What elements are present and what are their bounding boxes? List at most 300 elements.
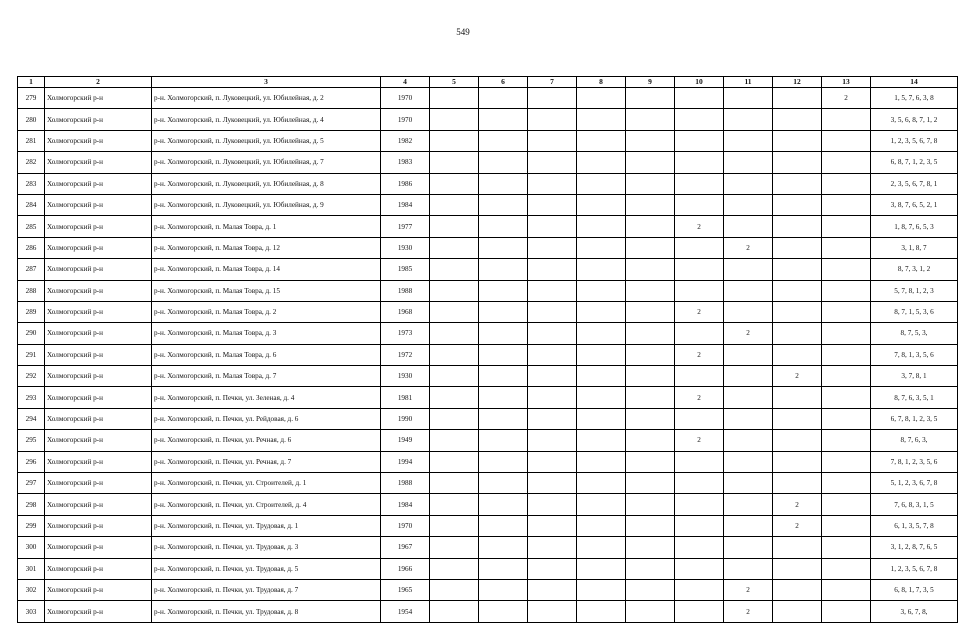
- col5-cell: [430, 601, 479, 622]
- table-row: [18, 130, 958, 151]
- col11-cell: [724, 344, 773, 365]
- col6-cell: [479, 451, 528, 472]
- address-cell: р-н. Холмогорский, п. Печки, ул. Строителей, д. 4: [152, 494, 381, 515]
- col10-cell: [675, 88, 724, 109]
- address-cell: р-н. Холмогорский, п. Печки, ул. Строителей, д. 1: [152, 473, 381, 494]
- row-number-cell: 286: [18, 237, 45, 258]
- col14-cell: 8, 7, 3, 1, 2: [871, 259, 958, 280]
- col8-cell: [577, 558, 626, 579]
- district-cell: Холмогорский р-н: [45, 430, 152, 451]
- col7-cell: [528, 237, 577, 258]
- col8-cell: [577, 366, 626, 387]
- col6-cell: [479, 88, 528, 109]
- col9-cell: [626, 579, 675, 600]
- address-cell: р-н. Холмогорский, п. Печки, ул. Трудовая, д. 3: [152, 537, 381, 558]
- column-header: 13: [822, 77, 871, 88]
- year-cell: 1982: [381, 130, 430, 151]
- col6-cell: [479, 601, 528, 622]
- district-cell: Холмогорский р-н: [45, 259, 152, 280]
- col8-cell: [577, 323, 626, 344]
- table-row: [18, 280, 958, 301]
- col5-cell: [430, 237, 479, 258]
- table-row: [18, 537, 958, 558]
- col8-cell: [577, 473, 626, 494]
- col12-cell: [773, 237, 822, 258]
- address-cell: р-н. Холмогорский, п. Малая Товра, д. 3: [152, 323, 381, 344]
- col13-cell: 2: [822, 88, 871, 109]
- col8-cell: [577, 173, 626, 194]
- col7-cell: [528, 194, 577, 215]
- col7-cell: [528, 387, 577, 408]
- col6-cell: [479, 323, 528, 344]
- col14-cell: 3, 7, 8, 1: [871, 366, 958, 387]
- col9-cell: [626, 430, 675, 451]
- col7-cell: [528, 601, 577, 622]
- district-cell: Холмогорский р-н: [45, 152, 152, 173]
- col7-cell: [528, 473, 577, 494]
- year-cell: 1949: [381, 430, 430, 451]
- district-cell: Холмогорский р-н: [45, 451, 152, 472]
- row-number-cell: 282: [18, 152, 45, 173]
- col10-cell: [675, 323, 724, 344]
- col7-cell: [528, 280, 577, 301]
- row-number-cell: 299: [18, 515, 45, 536]
- col8-cell: [577, 387, 626, 408]
- col5-cell: [430, 194, 479, 215]
- col5-cell: [430, 537, 479, 558]
- col11-cell: 2: [724, 579, 773, 600]
- district-cell: Холмогорский р-н: [45, 323, 152, 344]
- row-number-cell: 280: [18, 109, 45, 130]
- col11-cell: [724, 558, 773, 579]
- col13-cell: [822, 430, 871, 451]
- district-cell: Холмогорский р-н: [45, 173, 152, 194]
- column-header: 10: [675, 77, 724, 88]
- col14-cell: 2, 3, 5, 6, 7, 8, 1: [871, 173, 958, 194]
- table-row: [18, 301, 958, 322]
- col6-cell: [479, 237, 528, 258]
- address-cell: р-н. Холмогорский, п. Печки, ул. Зеленая, д. 4: [152, 387, 381, 408]
- col9-cell: [626, 88, 675, 109]
- col13-cell: [822, 152, 871, 173]
- col7-cell: [528, 301, 577, 322]
- col10-cell: [675, 152, 724, 173]
- col14-cell: 1, 2, 3, 5, 6, 7, 8: [871, 558, 958, 579]
- year-cell: 1970: [381, 109, 430, 130]
- col13-cell: [822, 259, 871, 280]
- col14-cell: 3, 1, 8, 7: [871, 237, 958, 258]
- district-cell: Холмогорский р-н: [45, 109, 152, 130]
- col11-cell: [724, 473, 773, 494]
- col14-cell: 5, 7, 8, 1, 2, 3: [871, 280, 958, 301]
- col7-cell: [528, 408, 577, 429]
- col6-cell: [479, 579, 528, 600]
- table-row: [18, 152, 958, 173]
- year-cell: 1972: [381, 344, 430, 365]
- col9-cell: [626, 408, 675, 429]
- col12-cell: [773, 109, 822, 130]
- col8-cell: [577, 515, 626, 536]
- year-cell: 1954: [381, 601, 430, 622]
- col12-cell: [773, 344, 822, 365]
- table-row: [18, 408, 958, 429]
- address-cell: р-н. Холмогорский, п. Печки, ул. Трудовая, д. 7: [152, 579, 381, 600]
- col13-cell: [822, 173, 871, 194]
- col5-cell: [430, 280, 479, 301]
- col12-cell: [773, 130, 822, 151]
- col10-cell: [675, 280, 724, 301]
- col12-cell: [773, 387, 822, 408]
- col5-cell: [430, 366, 479, 387]
- year-cell: 1966: [381, 558, 430, 579]
- col14-cell: 7, 6, 8, 3, 1, 5: [871, 494, 958, 515]
- year-cell: 1970: [381, 88, 430, 109]
- year-cell: 1968: [381, 301, 430, 322]
- col14-cell: 1, 8, 7, 6, 5, 3: [871, 216, 958, 237]
- col14-cell: 3, 6, 7, 8,: [871, 601, 958, 622]
- row-number-cell: 300: [18, 537, 45, 558]
- row-number-cell: 279: [18, 88, 45, 109]
- col6-cell: [479, 408, 528, 429]
- table-row: [18, 430, 958, 451]
- col13-cell: [822, 408, 871, 429]
- row-number-cell: 283: [18, 173, 45, 194]
- col14-cell: 3, 1, 2, 8, 7, 6, 5: [871, 537, 958, 558]
- address-cell: р-н. Холмогорский, п. Малая Товра, д. 2: [152, 301, 381, 322]
- address-cell: р-н. Холмогорский, п. Малая Товра, д. 15: [152, 280, 381, 301]
- col9-cell: [626, 344, 675, 365]
- col5-cell: [430, 323, 479, 344]
- col6-cell: [479, 344, 528, 365]
- col10-cell: [675, 130, 724, 151]
- col10-cell: [675, 451, 724, 472]
- column-header: 6: [479, 77, 528, 88]
- col6-cell: [479, 194, 528, 215]
- col10-cell: [675, 515, 724, 536]
- column-header: 5: [430, 77, 479, 88]
- district-cell: Холмогорский р-н: [45, 88, 152, 109]
- col11-cell: [724, 387, 773, 408]
- col8-cell: [577, 152, 626, 173]
- col11-cell: [724, 494, 773, 515]
- col6-cell: [479, 558, 528, 579]
- year-cell: 1973: [381, 323, 430, 344]
- col12-cell: [773, 323, 822, 344]
- year-cell: 1988: [381, 280, 430, 301]
- address-cell: р-н. Холмогорский, п. Луковецкий, ул. Юбилейная, д. 8: [152, 173, 381, 194]
- address-cell: р-н. Холмогорский, п. Печки, ул. Речная, д. 6: [152, 430, 381, 451]
- year-cell: 1983: [381, 152, 430, 173]
- col7-cell: [528, 537, 577, 558]
- year-cell: 1994: [381, 451, 430, 472]
- district-cell: Холмогорский р-н: [45, 408, 152, 429]
- address-cell: р-н. Холмогорский, п. Малая Товра, д. 1: [152, 216, 381, 237]
- district-cell: Холмогорский р-н: [45, 537, 152, 558]
- table-row: [18, 194, 958, 215]
- col14-cell: 3, 5, 6, 8, 7, 1, 2: [871, 109, 958, 130]
- col13-cell: [822, 301, 871, 322]
- col13-cell: [822, 280, 871, 301]
- col12-cell: [773, 194, 822, 215]
- row-number-cell: 285: [18, 216, 45, 237]
- col11-cell: [724, 515, 773, 536]
- district-cell: Холмогорский р-н: [45, 494, 152, 515]
- col13-cell: [822, 130, 871, 151]
- col9-cell: [626, 451, 675, 472]
- col5-cell: [430, 387, 479, 408]
- district-cell: Холмогорский р-н: [45, 130, 152, 151]
- district-cell: Холмогорский р-н: [45, 301, 152, 322]
- col7-cell: [528, 88, 577, 109]
- district-cell: Холмогорский р-н: [45, 366, 152, 387]
- col13-cell: [822, 537, 871, 558]
- col12-cell: [773, 173, 822, 194]
- col9-cell: [626, 473, 675, 494]
- col10-cell: 2: [675, 344, 724, 365]
- col9-cell: [626, 216, 675, 237]
- address-cell: р-н. Холмогорский, п. Печки, ул. Трудовая, д. 8: [152, 601, 381, 622]
- col12-cell: [773, 88, 822, 109]
- col6-cell: [479, 494, 528, 515]
- table-row: [18, 515, 958, 536]
- col9-cell: [626, 130, 675, 151]
- col9-cell: [626, 515, 675, 536]
- row-number-cell: 297: [18, 473, 45, 494]
- col8-cell: [577, 601, 626, 622]
- col13-cell: [822, 323, 871, 344]
- col12-cell: [773, 601, 822, 622]
- col13-cell: [822, 601, 871, 622]
- col11-cell: [724, 173, 773, 194]
- col5-cell: [430, 579, 479, 600]
- col13-cell: [822, 194, 871, 215]
- col6-cell: [479, 109, 528, 130]
- col14-cell: 6, 8, 7, 1, 2, 3, 5: [871, 152, 958, 173]
- col6-cell: [479, 366, 528, 387]
- col11-cell: [724, 259, 773, 280]
- year-cell: 1984: [381, 194, 430, 215]
- row-number-cell: 288: [18, 280, 45, 301]
- col9-cell: [626, 387, 675, 408]
- col7-cell: [528, 109, 577, 130]
- row-number-cell: 298: [18, 494, 45, 515]
- col5-cell: [430, 558, 479, 579]
- col8-cell: [577, 259, 626, 280]
- col5-cell: [430, 473, 479, 494]
- col7-cell: [528, 430, 577, 451]
- district-cell: Холмогорский р-н: [45, 237, 152, 258]
- address-cell: р-н. Холмогорский, п. Луковецкий, ул. Юбилейная, д. 5: [152, 130, 381, 151]
- table-row: [18, 558, 958, 579]
- col9-cell: [626, 537, 675, 558]
- col5-cell: [430, 109, 479, 130]
- col13-cell: [822, 579, 871, 600]
- col13-cell: [822, 366, 871, 387]
- col9-cell: [626, 366, 675, 387]
- column-header: 8: [577, 77, 626, 88]
- col6-cell: [479, 173, 528, 194]
- year-cell: 1988: [381, 473, 430, 494]
- address-cell: р-н. Холмогорский, п. Малая Товра, д. 7: [152, 366, 381, 387]
- col10-cell: [675, 366, 724, 387]
- address-cell: р-н. Холмогорский, п. Луковецкий, ул. Юбилейная, д. 9: [152, 194, 381, 215]
- col10-cell: [675, 237, 724, 258]
- table-row: [18, 366, 958, 387]
- row-number-cell: 294: [18, 408, 45, 429]
- col6-cell: [479, 152, 528, 173]
- district-cell: Холмогорский р-н: [45, 280, 152, 301]
- col14-cell: 7, 8, 1, 3, 5, 6: [871, 344, 958, 365]
- address-cell: р-н. Холмогорский, п. Печки, ул. Трудовая, д. 5: [152, 558, 381, 579]
- year-cell: 1930: [381, 237, 430, 258]
- year-cell: 1970: [381, 515, 430, 536]
- address-cell: р-н. Холмогорский, п. Печки, ул. Рейдовая, д. 6: [152, 408, 381, 429]
- col5-cell: [430, 430, 479, 451]
- col8-cell: [577, 537, 626, 558]
- col7-cell: [528, 259, 577, 280]
- col7-cell: [528, 130, 577, 151]
- table-row: [18, 387, 958, 408]
- table-row: [18, 237, 958, 258]
- row-number-cell: 293: [18, 387, 45, 408]
- col9-cell: [626, 280, 675, 301]
- row-number-cell: 284: [18, 194, 45, 215]
- col11-cell: [724, 88, 773, 109]
- col5-cell: [430, 344, 479, 365]
- col14-cell: 8, 7, 6, 3, 5, 1: [871, 387, 958, 408]
- col12-cell: [773, 408, 822, 429]
- col5-cell: [430, 130, 479, 151]
- col11-cell: [724, 280, 773, 301]
- row-number-cell: 281: [18, 130, 45, 151]
- col10-cell: [675, 173, 724, 194]
- col14-cell: 6, 1, 3, 5, 7, 8: [871, 515, 958, 536]
- col5-cell: [430, 301, 479, 322]
- district-cell: Холмогорский р-н: [45, 515, 152, 536]
- col10-cell: [675, 473, 724, 494]
- col10-cell: [675, 494, 724, 515]
- col14-cell: 5, 1, 2, 3, 6, 7, 8: [871, 473, 958, 494]
- col10-cell: [675, 558, 724, 579]
- col12-cell: [773, 430, 822, 451]
- year-cell: 1977: [381, 216, 430, 237]
- col10-cell: [675, 408, 724, 429]
- district-cell: Холмогорский р-н: [45, 473, 152, 494]
- col12-cell: 2: [773, 515, 822, 536]
- row-number-cell: 292: [18, 366, 45, 387]
- col8-cell: [577, 344, 626, 365]
- col11-cell: 2: [724, 323, 773, 344]
- page-number: 549: [456, 27, 470, 37]
- col13-cell: [822, 451, 871, 472]
- col7-cell: [528, 579, 577, 600]
- col14-cell: 8, 7, 6, 3,: [871, 430, 958, 451]
- year-cell: 1986: [381, 173, 430, 194]
- district-cell: Холмогорский р-н: [45, 558, 152, 579]
- col8-cell: [577, 130, 626, 151]
- row-number-cell: 291: [18, 344, 45, 365]
- col7-cell: [528, 558, 577, 579]
- col5-cell: [430, 515, 479, 536]
- table-row: [18, 259, 958, 280]
- row-number-cell: 303: [18, 601, 45, 622]
- col8-cell: [577, 301, 626, 322]
- col5-cell: [430, 173, 479, 194]
- col9-cell: [626, 259, 675, 280]
- col8-cell: [577, 408, 626, 429]
- col6-cell: [479, 430, 528, 451]
- col8-cell: [577, 451, 626, 472]
- col5-cell: [430, 494, 479, 515]
- col10-cell: 2: [675, 387, 724, 408]
- col6-cell: [479, 216, 528, 237]
- col10-cell: 2: [675, 216, 724, 237]
- district-cell: Холмогорский р-н: [45, 579, 152, 600]
- col7-cell: [528, 366, 577, 387]
- col6-cell: [479, 537, 528, 558]
- column-header: 1: [18, 77, 45, 88]
- col11-cell: [724, 408, 773, 429]
- col6-cell: [479, 515, 528, 536]
- address-cell: р-н. Холмогорский, п. Луковецкий, ул. Юбилейная, д. 7: [152, 152, 381, 173]
- district-cell: Холмогорский р-н: [45, 194, 152, 215]
- column-header: 12: [773, 77, 822, 88]
- col8-cell: [577, 280, 626, 301]
- col7-cell: [528, 216, 577, 237]
- col11-cell: [724, 537, 773, 558]
- col10-cell: [675, 579, 724, 600]
- address-cell: р-н. Холмогорский, п. Печки, ул. Трудовая, д. 1: [152, 515, 381, 536]
- col6-cell: [479, 387, 528, 408]
- table-row: [18, 451, 958, 472]
- col11-cell: [724, 194, 773, 215]
- col6-cell: [479, 259, 528, 280]
- col5-cell: [430, 259, 479, 280]
- address-cell: р-н. Холмогорский, п. Луковецкий, ул. Юбилейная, д. 2: [152, 88, 381, 109]
- col8-cell: [577, 88, 626, 109]
- row-number-cell: 295: [18, 430, 45, 451]
- col11-cell: [724, 301, 773, 322]
- col7-cell: [528, 344, 577, 365]
- col11-cell: 2: [724, 237, 773, 258]
- row-number-cell: 302: [18, 579, 45, 600]
- district-cell: Холмогорский р-н: [45, 601, 152, 622]
- col8-cell: [577, 194, 626, 215]
- col8-cell: [577, 216, 626, 237]
- table-row: [18, 494, 958, 515]
- col12-cell: 2: [773, 366, 822, 387]
- address-cell: р-н. Холмогорский, п. Луковецкий, ул. Юбилейная, д. 4: [152, 109, 381, 130]
- col12-cell: [773, 537, 822, 558]
- col10-cell: [675, 537, 724, 558]
- col11-cell: [724, 366, 773, 387]
- row-number-cell: 301: [18, 558, 45, 579]
- table-row: [18, 216, 958, 237]
- col8-cell: [577, 109, 626, 130]
- col11-cell: [724, 130, 773, 151]
- col10-cell: [675, 194, 724, 215]
- col11-cell: 2: [724, 601, 773, 622]
- row-number-cell: 296: [18, 451, 45, 472]
- year-cell: 1985: [381, 259, 430, 280]
- col5-cell: [430, 408, 479, 429]
- year-cell: 1967: [381, 537, 430, 558]
- col6-cell: [479, 130, 528, 151]
- col10-cell: [675, 259, 724, 280]
- col12-cell: 2: [773, 494, 822, 515]
- registry-table: [17, 76, 958, 623]
- col10-cell: 2: [675, 301, 724, 322]
